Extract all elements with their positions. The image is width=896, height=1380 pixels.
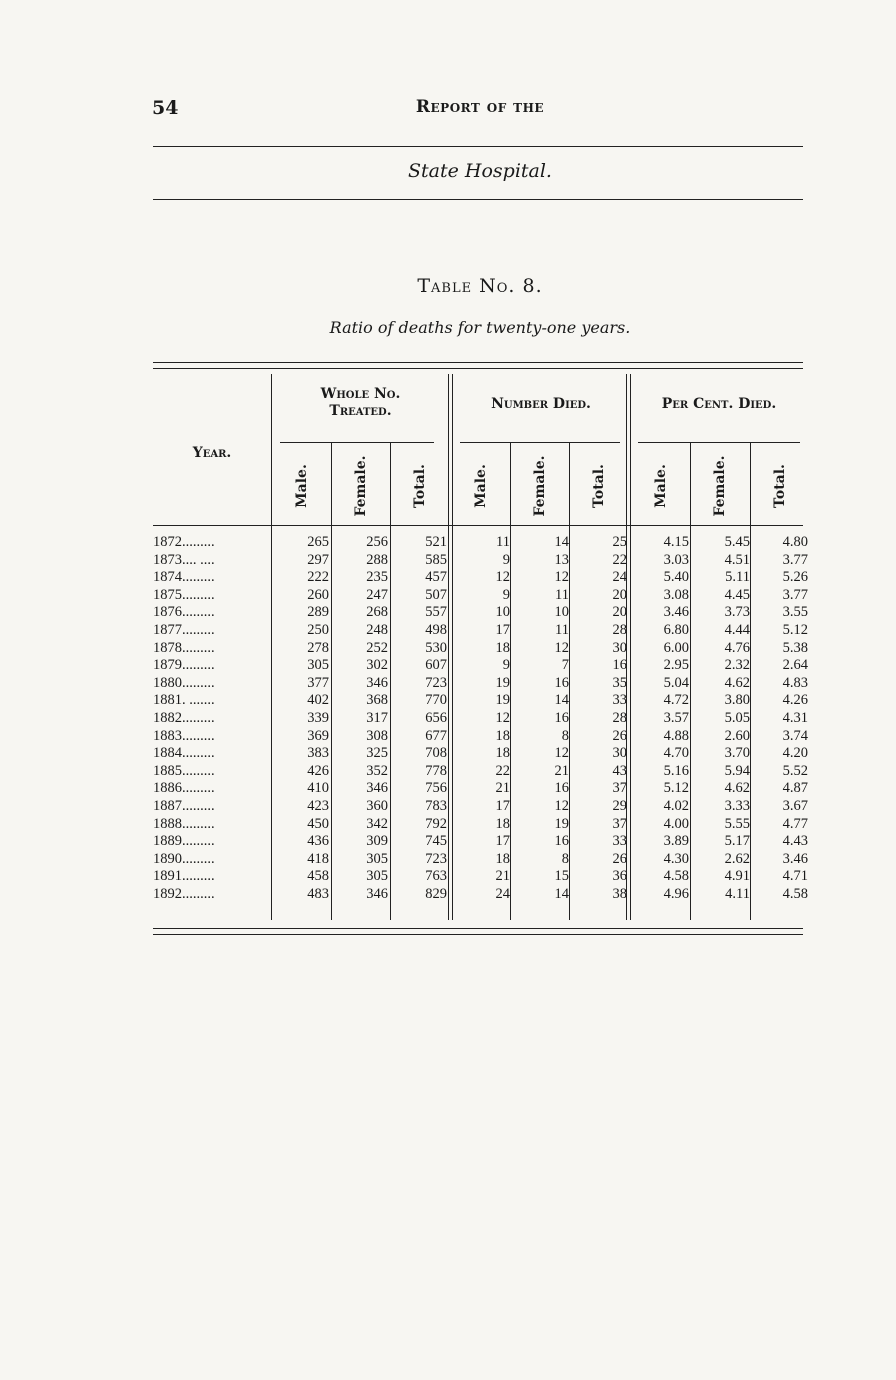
percent-male-cell: 6.00 xyxy=(663,639,689,656)
treated-female-cell: 309 xyxy=(366,833,388,850)
died-male-cell: 17 xyxy=(495,797,510,814)
percent-male-cell: 4.15 xyxy=(663,534,689,550)
treated-female-cell: 308 xyxy=(366,727,388,744)
treated-female-cell: 305 xyxy=(366,868,388,885)
died-female-cell: 11 xyxy=(555,586,569,603)
died-female-cell: 11 xyxy=(555,621,569,638)
year-cell: 1874......... xyxy=(153,569,215,586)
treated-total-cell: 557 xyxy=(425,604,447,621)
died-male-cell: 9 xyxy=(502,657,510,674)
percent-female-cell: 4.76 xyxy=(724,639,750,656)
died-female-cell: 16 xyxy=(554,709,569,726)
treated-total-cell: 530 xyxy=(425,639,447,656)
treated-male-cell: 436 xyxy=(307,833,329,850)
died-total-cell: 24 xyxy=(612,569,627,586)
year-cell: 1878......... xyxy=(153,639,215,656)
died-female-cell: 14 xyxy=(554,692,569,709)
treated-male-cell: 265 xyxy=(307,534,329,550)
table-top-double-rule xyxy=(153,362,803,369)
treated-male-cell: 339 xyxy=(307,709,329,726)
year-cell: 1890......... xyxy=(153,850,215,867)
treated-male-cell: 423 xyxy=(307,797,329,814)
treated-total-cell: 708 xyxy=(425,745,447,762)
treated-total-cell: 677 xyxy=(425,727,447,744)
treated-female-cell: 346 xyxy=(366,780,388,797)
died-total-cell: 28 xyxy=(612,621,627,638)
year-cell: 1880......... xyxy=(153,674,215,691)
died-total-cell: 33 xyxy=(612,833,627,850)
percent-female-cell: 3.70 xyxy=(724,745,750,762)
percent-total-cell: 3.74 xyxy=(782,727,808,744)
treated-female-cell: 346 xyxy=(366,674,388,691)
year-cell: 1888......... xyxy=(153,815,215,832)
died-male-cell: 19 xyxy=(495,674,510,691)
died-male-cell: 10 xyxy=(495,604,510,621)
treated-male-cell: 289 xyxy=(307,604,329,621)
header-rule-top xyxy=(153,146,803,147)
table-caption: Ratio of deaths for twenty-one years. xyxy=(329,318,631,337)
died-male-cell: 17 xyxy=(495,833,510,850)
died-total-cell: 37 xyxy=(612,780,627,797)
treated-female-cell: 368 xyxy=(366,692,388,709)
treated-male-cell: 369 xyxy=(307,727,329,744)
died-total-cell: 28 xyxy=(612,709,627,726)
percent-male-cell: 5.04 xyxy=(663,674,689,691)
percent-male-cell: 3.46 xyxy=(663,604,689,621)
year-cell: 1872......... xyxy=(153,534,215,550)
percent-female-cell: 5.45 xyxy=(724,534,750,550)
died-total-cell: 26 xyxy=(612,727,627,744)
year-cell: 1892......... xyxy=(153,885,215,902)
percent-male-cell: 2.95 xyxy=(663,657,689,674)
died-male-cell: 19 xyxy=(495,692,510,709)
header-male: Male. xyxy=(653,464,669,508)
treated-female-cell: 317 xyxy=(366,709,388,726)
group-underline xyxy=(460,442,620,443)
treated-female-cell: 252 xyxy=(366,639,388,656)
percent-female-cell: 4.44 xyxy=(724,621,750,638)
percent-total-cell: 5.52 xyxy=(782,762,808,779)
percent-female-cell: 3.33 xyxy=(724,797,750,814)
treated-male-cell: 260 xyxy=(307,586,329,603)
treated-male-cell: 250 xyxy=(307,621,329,638)
treated-male-cell: 483 xyxy=(307,885,329,902)
treated-total-cell: 723 xyxy=(425,850,447,867)
died-female-cell: 21 xyxy=(554,762,569,779)
year-cell: 1873.... .... xyxy=(153,551,215,568)
treated-male-cell: 297 xyxy=(307,551,329,568)
died-female-cell: 7 xyxy=(561,657,569,674)
percent-male-cell: 3.03 xyxy=(663,551,689,568)
year-cell: 1891......... xyxy=(153,868,215,885)
running-head: Report of the xyxy=(415,97,545,117)
group-underline xyxy=(280,442,434,443)
died-total-cell: 30 xyxy=(612,745,627,762)
treated-male-cell: 278 xyxy=(307,639,329,656)
percent-female-cell: 5.94 xyxy=(724,762,750,779)
year-cell: 1881. ....... xyxy=(153,692,215,709)
percent-total-cell: 4.43 xyxy=(782,833,808,850)
died-female-cell: 12 xyxy=(554,639,569,656)
died-total-cell: 29 xyxy=(612,797,627,814)
percent-female-cell: 4.11 xyxy=(725,885,750,902)
treated-male-cell: 402 xyxy=(307,692,329,709)
died-female-cell: 8 xyxy=(561,727,569,744)
header-male: Male. xyxy=(294,464,310,508)
treated-female-cell: 247 xyxy=(366,586,388,603)
page-number: 54 xyxy=(152,97,179,119)
percent-male-cell: 5.16 xyxy=(663,762,689,779)
header-total: Total. xyxy=(772,464,788,508)
died-total-cell: 22 xyxy=(612,551,627,568)
header-total: Total. xyxy=(591,464,607,508)
died-female-cell: 14 xyxy=(554,885,569,902)
treated-total-cell: 745 xyxy=(425,833,447,850)
treated-total-cell: 507 xyxy=(425,586,447,603)
percent-male-cell: 5.40 xyxy=(663,569,689,586)
treated-female-cell: 302 xyxy=(366,657,388,674)
group-underline xyxy=(638,442,800,443)
percent-male-cell: 6.80 xyxy=(663,621,689,638)
died-male-cell: 9 xyxy=(502,551,510,568)
died-total-cell: 35 xyxy=(612,674,627,691)
percent-total-cell: 4.31 xyxy=(782,709,808,726)
treated-male-cell: 458 xyxy=(307,868,329,885)
year-column-header: Year. xyxy=(192,445,232,461)
treated-female-cell: 305 xyxy=(366,850,388,867)
percent-female-cell: 4.62 xyxy=(724,780,750,797)
percent-female-cell: 3.80 xyxy=(724,692,750,709)
percent-total-cell: 4.26 xyxy=(782,692,808,709)
group-header-whole-treated: Whole No. Treated. xyxy=(320,386,401,419)
percent-total-cell: 3.67 xyxy=(782,797,808,814)
table-bottom-double-rule xyxy=(153,928,803,935)
died-male-cell: 18 xyxy=(495,639,510,656)
died-female-cell: 16 xyxy=(554,780,569,797)
percent-total-cell: 4.77 xyxy=(782,815,808,832)
percent-female-cell: 2.62 xyxy=(724,850,750,867)
died-female-cell: 12 xyxy=(554,745,569,762)
treated-total-cell: 778 xyxy=(425,762,447,779)
percent-male-cell: 4.96 xyxy=(663,885,689,902)
percent-total-cell: 3.55 xyxy=(782,604,808,621)
died-male-cell: 18 xyxy=(495,815,510,832)
treated-total-cell: 763 xyxy=(425,868,447,885)
treated-total-cell: 656 xyxy=(425,709,447,726)
percent-male-cell: 4.00 xyxy=(663,815,689,832)
died-male-cell: 22 xyxy=(495,762,510,779)
died-male-cell: 17 xyxy=(495,621,510,638)
percent-total-cell: 4.58 xyxy=(782,885,808,902)
died-total-cell: 26 xyxy=(612,850,627,867)
treated-male-cell: 222 xyxy=(307,569,329,586)
percent-total-cell: 4.87 xyxy=(782,780,808,797)
treated-total-cell: 521 xyxy=(425,534,447,550)
year-cell: 1884......... xyxy=(153,745,215,762)
year-cell: 1875......... xyxy=(153,586,215,603)
percent-female-cell: 2.60 xyxy=(724,727,750,744)
year-cell: 1882......... xyxy=(153,709,215,726)
died-female-cell: 15 xyxy=(554,868,569,885)
died-female-cell: 12 xyxy=(554,797,569,814)
percent-total-cell: 2.64 xyxy=(782,657,808,674)
died-total-cell: 20 xyxy=(612,604,627,621)
year-cell: 1889......... xyxy=(153,833,215,850)
died-male-cell: 18 xyxy=(495,745,510,762)
percent-total-cell: 4.83 xyxy=(782,674,808,691)
percent-female-cell: 2.32 xyxy=(724,657,750,674)
treated-total-cell: 723 xyxy=(425,674,447,691)
year-cell: 1886......... xyxy=(153,780,215,797)
percent-male-cell: 4.02 xyxy=(663,797,689,814)
died-total-cell: 37 xyxy=(612,815,627,832)
percent-male-cell: 3.08 xyxy=(663,586,689,603)
died-female-cell: 12 xyxy=(554,569,569,586)
died-total-cell: 16 xyxy=(612,657,627,674)
percent-male-cell: 4.72 xyxy=(663,692,689,709)
treated-total-cell: 783 xyxy=(425,797,447,814)
percent-total-cell: 5.12 xyxy=(782,621,808,638)
died-total-cell: 30 xyxy=(612,639,627,656)
percent-total-cell: 3.46 xyxy=(782,850,808,867)
died-male-cell: 11 xyxy=(496,534,510,550)
header-male: Male. xyxy=(473,464,489,508)
year-cell: 1887......... xyxy=(153,797,215,814)
died-total-cell: 36 xyxy=(612,868,627,885)
treated-male-cell: 450 xyxy=(307,815,329,832)
header-total: Total. xyxy=(412,464,428,508)
treated-total-cell: 792 xyxy=(425,815,447,832)
died-male-cell: 21 xyxy=(495,780,510,797)
treated-total-cell: 770 xyxy=(425,692,447,709)
died-female-cell: 10 xyxy=(554,604,569,621)
percent-male-cell: 3.89 xyxy=(663,833,689,850)
died-female-cell: 16 xyxy=(554,833,569,850)
died-total-cell: 43 xyxy=(612,762,627,779)
treated-male-cell: 383 xyxy=(307,745,329,762)
died-female-cell: 14 xyxy=(554,534,569,550)
group-header-number-died: Number Died. xyxy=(491,396,591,412)
treated-male-cell: 410 xyxy=(307,780,329,797)
died-female-cell: 8 xyxy=(561,850,569,867)
header-rule-bottom xyxy=(153,199,803,200)
percent-male-cell: 4.58 xyxy=(663,868,689,885)
year-cell: 1885......... xyxy=(153,762,215,779)
percent-female-cell: 5.55 xyxy=(724,815,750,832)
percent-female-cell: 4.62 xyxy=(724,674,750,691)
died-total-cell: 33 xyxy=(612,692,627,709)
treated-female-cell: 342 xyxy=(366,815,388,832)
treated-total-cell: 585 xyxy=(425,551,447,568)
treated-female-cell: 256 xyxy=(366,534,388,550)
percent-total-cell: 3.77 xyxy=(782,586,808,603)
treated-total-cell: 829 xyxy=(425,885,447,902)
percent-total-cell: 4.80 xyxy=(782,534,808,550)
died-total-cell: 25 xyxy=(612,534,627,550)
treated-female-cell: 268 xyxy=(366,604,388,621)
treated-female-cell: 325 xyxy=(366,745,388,762)
header-female: Female. xyxy=(532,455,548,517)
treated-female-cell: 360 xyxy=(366,797,388,814)
treated-female-cell: 288 xyxy=(366,551,388,568)
percent-male-cell: 3.57 xyxy=(663,709,689,726)
died-male-cell: 18 xyxy=(495,727,510,744)
percent-female-cell: 5.05 xyxy=(724,709,750,726)
percent-male-cell: 4.88 xyxy=(663,727,689,744)
died-male-cell: 12 xyxy=(495,709,510,726)
percent-female-cell: 4.45 xyxy=(724,586,750,603)
treated-female-cell: 352 xyxy=(366,762,388,779)
died-male-cell: 24 xyxy=(495,885,510,902)
header-female: Female. xyxy=(353,455,369,517)
year-cell: 1883......... xyxy=(153,727,215,744)
percent-total-cell: 5.26 xyxy=(782,569,808,586)
treated-total-cell: 457 xyxy=(425,569,447,586)
page-subheading: State Hospital. xyxy=(408,160,552,182)
header-female: Female. xyxy=(712,455,728,517)
treated-male-cell: 305 xyxy=(307,657,329,674)
treated-male-cell: 426 xyxy=(307,762,329,779)
group-header-percent-died: Per Cent. Died. xyxy=(661,396,777,412)
treated-total-cell: 498 xyxy=(425,621,447,638)
percent-female-cell: 3.73 xyxy=(724,604,750,621)
percent-total-cell: 5.38 xyxy=(782,639,808,656)
died-male-cell: 18 xyxy=(495,850,510,867)
percent-male-cell: 4.30 xyxy=(663,850,689,867)
died-male-cell: 12 xyxy=(495,569,510,586)
died-total-cell: 38 xyxy=(612,885,627,902)
died-male-cell: 21 xyxy=(495,868,510,885)
year-cell: 1876......... xyxy=(153,604,215,621)
treated-female-cell: 248 xyxy=(366,621,388,638)
treated-female-cell: 346 xyxy=(366,885,388,902)
treated-male-cell: 377 xyxy=(307,674,329,691)
died-female-cell: 19 xyxy=(554,815,569,832)
percent-female-cell: 4.51 xyxy=(724,551,750,568)
percent-male-cell: 4.70 xyxy=(663,745,689,762)
percent-total-cell: 3.77 xyxy=(782,551,808,568)
header-bottom-rule xyxy=(153,525,803,526)
treated-female-cell: 235 xyxy=(366,569,388,586)
percent-total-cell: 4.71 xyxy=(782,868,808,885)
died-female-cell: 13 xyxy=(554,551,569,568)
died-female-cell: 16 xyxy=(554,674,569,691)
year-cell: 1879......... xyxy=(153,657,215,674)
table-title: Table No. 8. xyxy=(417,275,543,297)
percent-female-cell: 5.11 xyxy=(725,569,750,586)
percent-female-cell: 5.17 xyxy=(724,833,750,850)
treated-total-cell: 607 xyxy=(425,657,447,674)
treated-total-cell: 756 xyxy=(425,780,447,797)
died-male-cell: 9 xyxy=(502,586,510,603)
percent-total-cell: 4.20 xyxy=(782,745,808,762)
treated-male-cell: 418 xyxy=(307,850,329,867)
year-cell: 1877......... xyxy=(153,621,215,638)
died-total-cell: 20 xyxy=(612,586,627,603)
percent-male-cell: 5.12 xyxy=(663,780,689,797)
percent-female-cell: 4.91 xyxy=(724,868,750,885)
